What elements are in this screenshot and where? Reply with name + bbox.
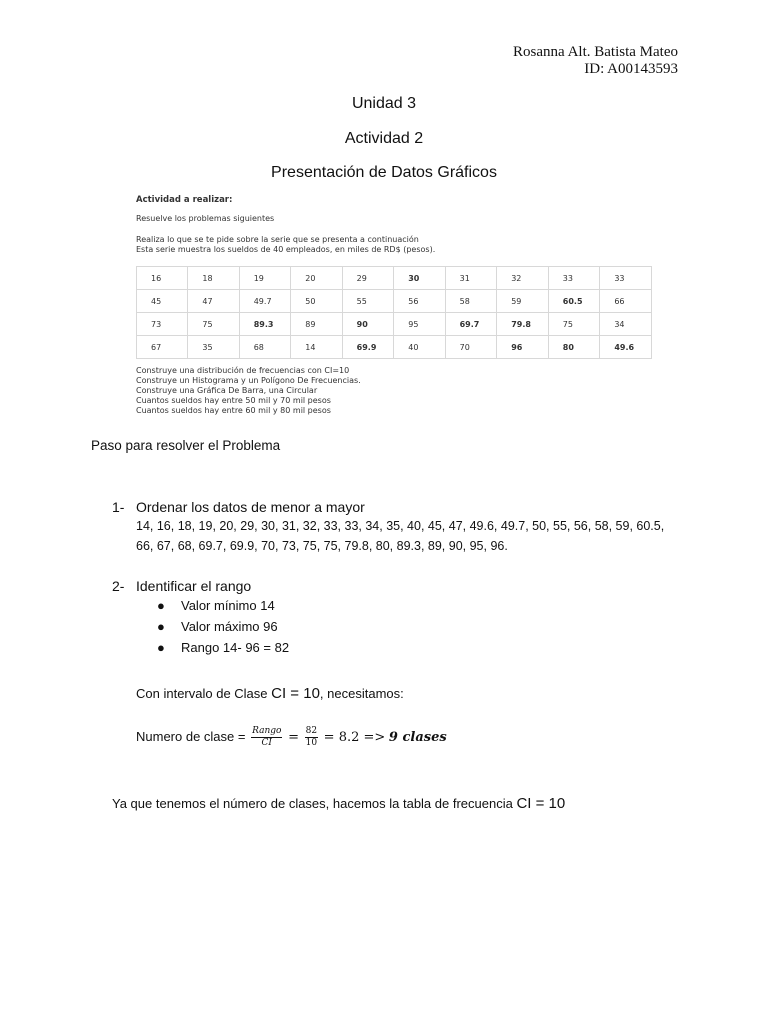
bullet-icon: ● [157,619,165,634]
bullet-max [157,619,278,634]
assignment-instruction: Resuelve los problemas siguientes [136,214,275,223]
assignment-intro-1: Realiza lo que se te pide sobre la serie que se presenta a continuación [136,235,419,244]
table-cell: 47 [188,290,239,313]
solution-heading: Paso para resolver el Problema [91,438,281,453]
table-row [137,267,652,290]
fraction-82-10 [305,726,318,749]
bullet-max-text: Valor máximo 96 [181,619,278,634]
table-cell: 40 [394,336,445,359]
bullet-icon: ● [157,640,165,655]
table-cell: 18 [188,267,239,290]
sorted-data [136,516,676,556]
fraction-numerator: Rango [252,726,282,737]
assignment-intro-2: Esta serie muestra los sueldos de 40 empleados, en miles de RD$ (pesos). [136,245,436,254]
table-cell: 89.3 [239,313,291,336]
table-cell: 69.9 [342,336,394,359]
table-row [137,336,652,359]
table-cell: 79.8 [497,313,549,336]
table-cell: 30 [394,267,445,290]
table-cell: 35 [188,336,239,359]
fraction-denominator: 10 [305,738,318,749]
bullet-min-text: Valor mínimo 14 [181,598,275,613]
formula-label: Numero de clase = [136,729,246,744]
assignment-screenshot [136,192,656,420]
author-block [513,44,678,78]
table-cell: 59 [497,290,549,313]
formula-result: = 8.2 => [323,730,386,745]
bullet-range [157,640,289,655]
table-row [137,290,652,313]
step-1-title [112,499,365,515]
bullet-icon: ● [157,598,165,613]
table-cell: 58 [445,290,497,313]
table-cell: 32 [497,267,549,290]
table-cell: 31 [445,267,497,290]
fraction-range-ci [251,726,282,749]
bullet-min [157,598,275,613]
task-item: Cuantos sueldos hay entre 50 mil y 70 mil pesos [136,396,331,405]
closing-line [112,794,652,814]
sorted-data-line-1: 14, 16, 18, 19, 20, 29, 30, 31, 32, 33, 33, 34, 35, 40, 45, 47, 49.6, 49.7, 50, 55, 56, 58, 59, 60.5, [136,519,665,533]
table-cell: 29 [342,267,394,290]
table-cell: 19 [239,267,291,290]
step-2-number: 2- [112,578,125,594]
interval-line [136,684,676,704]
table-cell: 66 [600,290,652,313]
table-cell: 49.7 [239,290,291,313]
table-cell: 60.5 [548,290,600,313]
fraction-denominator: CI [261,738,272,749]
table-cell: 73 [137,313,188,336]
activity-title: Actividad 2 [344,130,424,147]
table-cell: 95 [394,313,445,336]
assignment-heading: Actividad a realizar: [136,195,233,205]
table-row [137,313,652,336]
table-cell: 70 [445,336,497,359]
author-name: Rosanna Alt. Batista Mateo [513,44,678,60]
step-1-label: Ordenar los datos de menor a mayor [136,499,365,515]
table-cell: 90 [342,313,394,336]
table-cell: 80 [548,336,600,359]
sorted-data-line-2: 66, 67, 68, 69.7, 69.9, 70, 73, 75, 75, 79.8, 80, 89.3, 89, 90, 95, 96. [136,539,508,553]
table-cell: 67 [137,336,188,359]
table-cell: 96 [497,336,549,359]
formula-equals: = [288,730,299,745]
table-cell: 49.6 [600,336,652,359]
table-cell: 14 [291,336,342,359]
table-cell: 20 [291,267,342,290]
step-2-title [112,578,251,594]
table-cell: 55 [342,290,394,313]
step-1-number: 1- [112,499,125,515]
table-cell: 68 [239,336,291,359]
task-item: Construye un Histograma y un Polígono De Frecuencias. [136,376,361,385]
unit-title: Unidad 3 [351,95,417,112]
interval-before: Con intervalo de Clase [136,686,272,701]
task-item: Construye una Gráfica De Barra, una Circular [136,386,318,395]
table-cell: 75 [188,313,239,336]
bullet-range-text: Rango 14- 96 = 82 [181,640,290,655]
fraction-numerator: 82 [305,726,318,737]
table-cell: 34 [600,313,652,336]
step-2-label: Identificar el rango [136,578,252,594]
table-cell: 75 [548,313,600,336]
table-cell: 33 [600,267,652,290]
subject-title: Presentación de Datos Gráficos [271,164,497,181]
task-item: Cuantos sueldos hay entre 60 mil y 80 mil pesos [136,406,331,415]
closing-text: Ya que tenemos el número de clases, hacemos la tabla de frecuencia [112,796,517,811]
task-item: Construye una distribución de frecuencias con CI=10 [136,366,350,375]
table-cell: 50 [291,290,342,313]
table-cell: 56 [394,290,445,313]
student-id: ID: A00143593 [584,61,678,77]
formula-classes: 9 clases [388,730,447,745]
salary-table [136,266,652,359]
interval-ci: CI = 10 [271,685,320,702]
table-cell: 69.7 [445,313,497,336]
interval-after: , necesitamos: [319,686,404,701]
table-cell: 33 [548,267,600,290]
table-cell: 45 [137,290,188,313]
class-count-formula [136,722,676,753]
table-cell: 16 [137,267,188,290]
closing-ci: CI = 10 [516,795,566,812]
table-cell: 89 [291,313,342,336]
